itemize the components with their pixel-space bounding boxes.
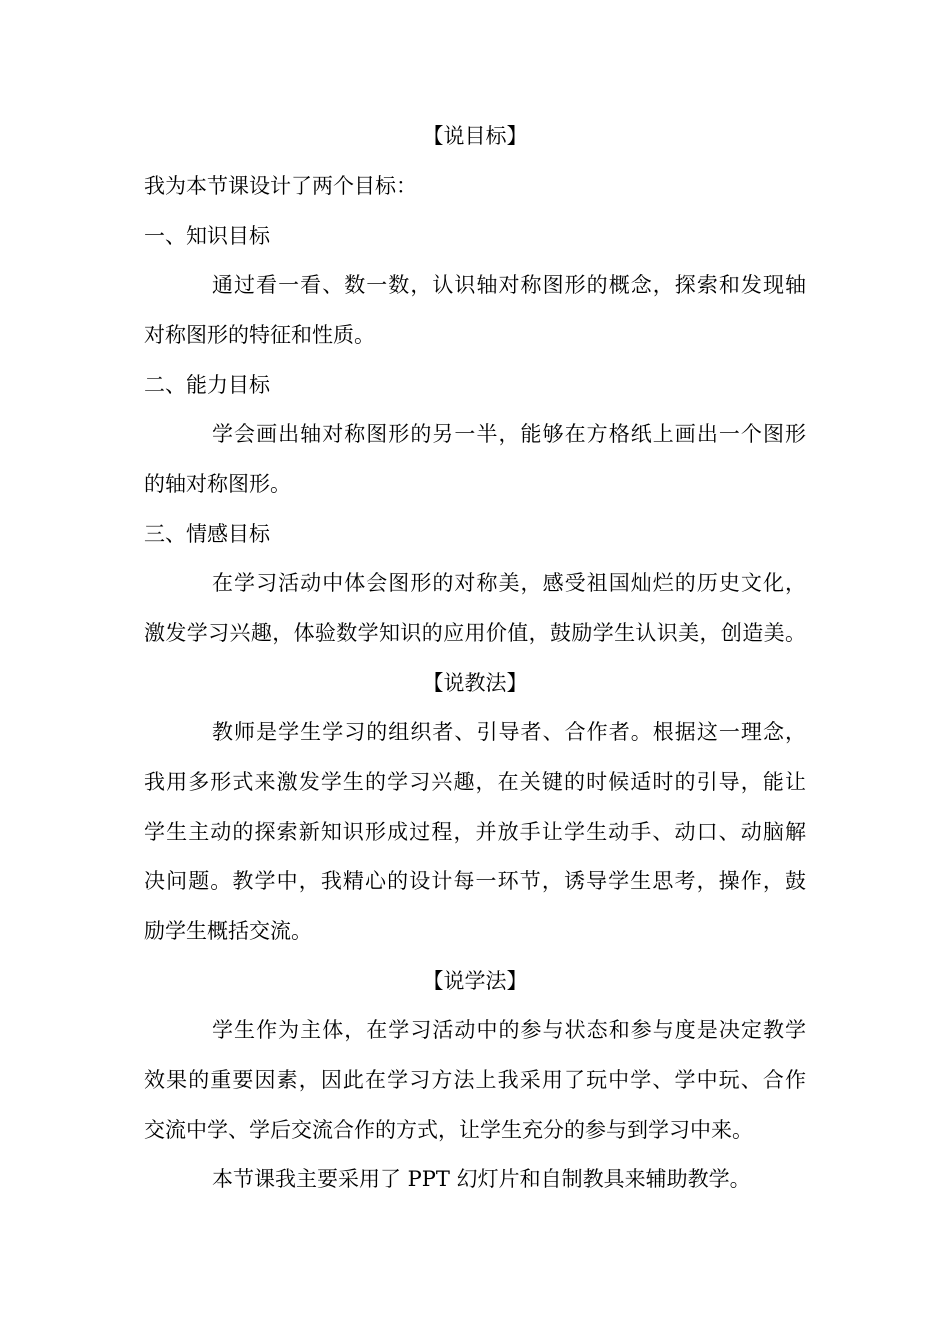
goals-heading: 【说目标】 <box>422 124 528 148</box>
study-method-text-line: 学生作为主体，在学习活动中的参与状态和参与度是决定教学 <box>212 1018 806 1042</box>
teaching-method-text-line: 我用多形式来激发学生的学习兴趣，在关键的时候适时的引导，能让 <box>144 770 806 794</box>
study-method-text-line: 效果的重要因素，因此在学习方法上我采用了玩中学、学中玩、合作 <box>144 1068 806 1092</box>
emotion-goal-text-line: 在学习活动中体会图形的对称美，感受祖国灿烂的历史文化， <box>212 571 806 595</box>
emotion-goal-heading: 三、情感目标 <box>144 522 270 546</box>
ability-goal-text-line: 的轴对称图形。 <box>144 472 291 496</box>
ability-goal-text-line: 学会画出轴对称图形的另一半，能够在方格纸上画出一个图形 <box>212 422 806 446</box>
teaching-method-heading: 【说教法】 <box>422 671 528 695</box>
teaching-method-text-line: 学生主动的探索新知识形成过程，并放手让学生动手、动口、动脑解 <box>144 820 806 844</box>
knowledge-goal-text-line: 通过看一看、数一数，认识轴对称图形的概念，探索和发现轴 <box>212 273 806 297</box>
teaching-method-text-line: 励学生概括交流。 <box>144 919 312 943</box>
emotion-goal-text-line: 激发学习兴趣，体验数学知识的应用价值，鼓励学生认识美，创造美。 <box>144 621 806 645</box>
goals-intro: 我为本节课设计了两个目标： <box>144 174 417 198</box>
knowledge-goal-heading: 一、知识目标 <box>144 224 270 248</box>
study-method-heading: 【说学法】 <box>422 969 528 993</box>
teaching-tools-line: 本节课我主要采用了 PPT 幻灯片和自制教具来辅助教学。 <box>212 1167 751 1191</box>
knowledge-goal-text-line: 对称图形的特征和性质。 <box>144 323 375 347</box>
study-method-text-line: 交流中学、学后交流合作的方式，让学生充分的参与到学习中来。 <box>144 1118 753 1142</box>
teaching-method-text-line: 教师是学生学习的组织者、引导者、合作者。根据这一理念， <box>212 720 806 744</box>
ability-goal-heading: 二、能力目标 <box>144 373 270 397</box>
teaching-method-text-line: 决问题。教学中，我精心的设计每一环节，诱导学生思考，操作，鼓 <box>144 869 806 893</box>
